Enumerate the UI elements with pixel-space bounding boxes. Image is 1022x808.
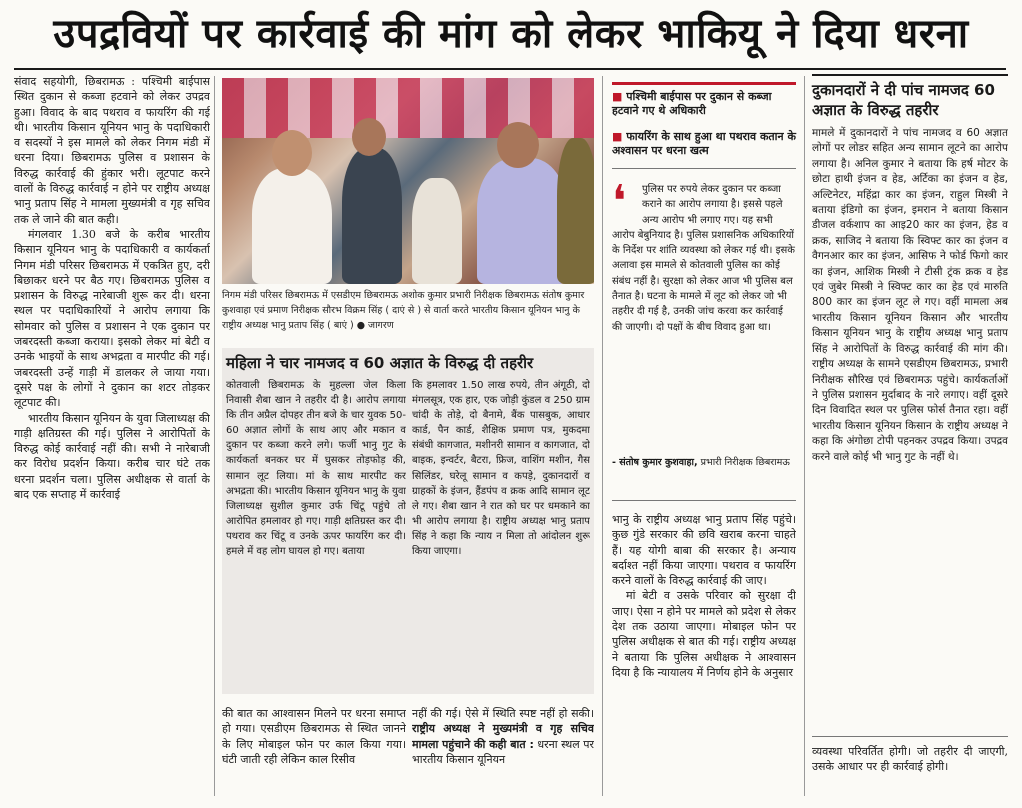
photo-head-3 bbox=[497, 122, 539, 168]
bullet-dot-icon: ■ bbox=[612, 90, 623, 103]
side-article-body: मामले में दुकानदारों ने पांच नामजद व 60 अज्ञात लोगों पर लोडर सहित अन्य सामान लूटने का आरोप लगाया है। अनिल कुमार ने बताया कि हर्ष मोटर के छोटा हाथी इंजन व हेड, अर्टिका का इंजन व हेड, अल्टिनेटर, महिंद्रा कार का इंजन, राहुल मिस्त्री ने बताया इंडिगो का इंजन, इमरान ने बताया किसान डीजल वर्कशाप का आइ20 कार का इंजन, हेड व क्रक, साजिद ने बताया कि स्विफ्ट कार का इंजन व वैगनआर कार का इंजन, आसिफ ने फोर्ड फिगो कार का इंजन, आशिक मिस्त्री ने टीसी ट्रंक क्रक व हेड एवं जुबेर मिस्त्री ने स्विफ्ट कार का हेड एवं मारुति 800 कार का इंजन लूट ले गए। वहीं मामला अब भारतीय किसान यूनियन किसान और भारतीय किसान यूनियन भानु के राष्ट्रीय अध्यक्ष भानु प्रताप सिंह ने आरोपितों के विरुद्ध कार्रवाई की मांग की। राष्ट्रीय अध्यक्ष के सामने एसडीएम छिबरामऊ, प्रभारी निरीक्षक सौरिख एवं छिबरामऊ पहुंचे। कार्यकर्ताओं ने पुलिस प्रशासन मुर्दाबाद के नारे लगाए। वहीं दूसरे दिन विवादित स्थल पर पुलिस फोर्स तैनात रहा। वहीं भारतीय किसान यूनियन किसान के राष्ट्रीय अध्यक्ष ने कहा कि अंगोछा टोपी पहनकर उपद्रव किया। उपद्रव करने वाले कोई भी भानु गुट के नहीं थे। bbox=[812, 127, 1008, 463]
column-divider-3 bbox=[804, 76, 805, 796]
quote-mark-icon: ❛ bbox=[612, 176, 627, 227]
quote-bottom-rule bbox=[612, 500, 796, 501]
box-column-a: कोतवाली छिबरामऊ के मुहल्ला जेल किला निवासी शैबा खान ने तहरीर दी है। आरोप लगाया कि तीन अप्रैल दोपहर तीन बजे के चार युवक 50-60 अज्ञात लोगों के साथ आए और मकान व दुकान पर कब्जा करने लगे। फर्जी भानु गुट के कार्यकर्ता बनकर घर में घुसकर तोड़फोड़ की, सामान लूट लिया। मां के साथ मारपीट कर अभद्रता की। भारतीय किसान यूनियन भानु के युवा जिलाध्यक्ष सुशील कुमार उर्फ चिंटू पहुंचे तो आरोपित हमलावर हो गए। गाड़ी क्षतिग्रस्त कर दी। पथराव कर चिंटू व उनके ऊपर फायरिंग कर दी। हमले में वह लोग घायल हो गए। बताया bbox=[226, 380, 406, 558]
article-intro: संवाद सहयोगी, छिबरामऊ : पश्चिमी बाईपास स्थित दुकान से कब्जा हटवाने को लेकर उपद्रव हुआ। विवाद के बाद पथराव व फायरिंग की गई थी। भारतीय किसान यूनियन भानु के पदाधिकारी व सदस्यों ने इस मामले को लेकर निगम मंडी में धरना दिया। छिबरामऊ पुलिस व प्रशासन के विरुद्ध कार्रवाई की हुंकार भरी। लूटपाट करने वालों के विरुद्ध कार्रवाई न होने पर राष्ट्रीय अध्यक्ष भानु प्रताप सिंह ने मामला मुख्यमंत्री व गृह सचिव तक ले जाने की बात कही। bbox=[14, 75, 210, 226]
photo-person-1 bbox=[252, 168, 332, 284]
column-divider-2 bbox=[602, 76, 603, 796]
col3-paragraph-1: भानु के राष्ट्रीय अध्यक्ष भानु प्रताप सिंह पहुंचे। कुछ गुंडे सरकार की छवि खराब करना चाहते हैं। यह योगी बाबा की सरकार है। अन्याय बर्दाश्त नहीं किया जाएगा। पथराव व फायरिंग करने वालों के विरुद्ध कार्रवाई की जाए। bbox=[612, 513, 796, 588]
quote-text: पुलिस पर रुपये लेकर दुकान पर कब्जा कराने का आरोप लगाया है। इससे पहले अन्य आरोप भी लगाए गए। यह सभी आरोप बेबुनियाद है। पुलिस प्रशासनिक अधिकारियों के निर्देश पर शांति व्यवस्था को लेकर गई थी। इसके अलावा इस मामले से कोतवाली पुलिस का कोई संबंध नहीं है। सुरक्षा को लेकर आज भी पुलिस बल तैनात है। घटना के मामले में लूट को लेकर जो भी तहरीर दी गई है, उनकी जांच करवा कर कार्रवाई की जाएगी। दो पक्षों के बीच विवाद हुआ था। bbox=[612, 184, 795, 333]
article-paragraph-3: भारतीय किसान यूनियन के युवा जिलाध्यक्ष की गाड़ी क्षतिग्रस्त की गई। पुलिस ने आरोपितों के विरुद्ध कोई कार्रवाई नहीं की। सभी ने नारेबाजी कर विरोध प्रदर्शन किया। करीब चार घंटे तक धरना प्रदर्शन चला। पुलिस अधीक्षक से वार्ता के बाद एक सप्ताह में कार्रवाई bbox=[14, 411, 210, 502]
photo-person-3 bbox=[477, 158, 567, 284]
article-paragraph-2: मंगलवार 1.30 बजे के करीब भारतीय किसान यूनियन भानु के पदाधिकारी व कार्यकर्ता निगम मंडी परिसर छिबरामऊ में एकत्रित हुए, दरी बिछाकर धरने पर बैठ गए। छिबरामऊ पुलिस व प्रशासन के विरुद्ध नारेबाजी शुरू कर दी। धरना स्थल पर पदाधिकारियों ने आरोप लगाया कि सोमवार को पुलिस व प्रशासन ने एक दुकान पर जबरदस्ती कब्जा कराया। इसको लेकर मां बेटी व उनके भाइयों के साथ अभद्रता व मारपीट की गई। जबरदस्ती उन्हें गाड़ी में डालकर ले जाया गया। दूसरे पक्ष के लोगों ने दुकान का शटर तोड़कर लूटपाट की। bbox=[14, 227, 210, 410]
photo-person-5 bbox=[412, 178, 462, 284]
quote-author-role: प्रभारी निरीक्षक छिबरामऊ bbox=[700, 457, 790, 468]
highlight-bullet-2 bbox=[612, 130, 796, 158]
column-divider-1 bbox=[214, 76, 215, 796]
news-photo bbox=[222, 78, 594, 284]
article-column-3 bbox=[612, 512, 796, 806]
sidebar-box-article bbox=[222, 348, 594, 694]
article-column-1 bbox=[14, 74, 210, 804]
quote-author: - संतोष कुमार कुशवाहा, bbox=[612, 457, 698, 468]
photo-person-4 bbox=[557, 138, 594, 284]
bullet-dot-icon: ■ bbox=[612, 130, 623, 143]
bullets-bottom-rule bbox=[612, 168, 796, 169]
photo-person-2 bbox=[342, 148, 402, 284]
photo-tent-canopy bbox=[222, 78, 594, 138]
quote-attribution bbox=[612, 456, 796, 470]
side-article-title: दुकानदारों ने दी पांच नामजद 60 अज्ञात के विरुद्ध तहरीर bbox=[812, 81, 995, 119]
photo-head-2 bbox=[352, 118, 386, 156]
bullets-top-rule bbox=[612, 82, 796, 85]
bullet-text: फायरिंग के साथ हुआ था पथराव कतान के अश्वासन पर धरना खत्म bbox=[612, 130, 796, 157]
officer-quote bbox=[612, 176, 796, 442]
bottom-col2-text-b: धरना स्थल पर भारतीय किसान यूनियन bbox=[412, 737, 594, 766]
photo-caption: निगम मंडी परिसर छिबरामऊ में एसडीएम छिबरामऊ अशोक कुमार प्रभारी निरीक्षक छिबरामऊ संतोष कुमार कुशवाहा एवं प्रमाण निरीक्षक सौरभ विक्रम सिंह ( दाएं से ) से वार्ता करते भारतीय किसान यूनियन भानु के राष्ट्रीय अध्यक्ष भानु प्रताप सिंह ( बाएं ) ● जागरण bbox=[222, 290, 585, 331]
headline: उपद्रवियों पर कार्रवाई की मांग को लेकर भाकियू ने दिया धरना bbox=[53, 11, 969, 57]
side-divider bbox=[812, 736, 1008, 737]
side-top-rule bbox=[812, 74, 1008, 76]
bottom-col2-text-a: नहीं की गई। ऐसे में स्थिति स्पष्ट नहीं हो सकी। bbox=[412, 707, 594, 720]
bottom-column-2 bbox=[412, 706, 594, 806]
side-article-continuation: व्यवस्था परिवर्तित होगी। जो तहरीर दी जाएगी, उसके आधार पर ही कार्रवाई होगी। bbox=[812, 745, 1008, 774]
box-title: महिला ने चार नामजद व 60 अज्ञात के विरुद्ध दी तहरीर bbox=[226, 354, 534, 372]
highlight-bullet-1 bbox=[612, 90, 796, 118]
bottom-col2-subhead: राष्ट्रीय अध्यक्ष ने मुख्यमंत्री व गृह सचिव मामला पहुंचाने की कही बात : bbox=[412, 722, 594, 751]
photo-head-1 bbox=[272, 130, 312, 176]
headline-rule bbox=[14, 68, 1006, 70]
bullet-text: पश्चिमी बाईपास पर दुकान से कब्जा हटवाने गए थे अधिकारी bbox=[612, 90, 772, 117]
box-column-b: कि हमलावर 1.50 लाख रुपये, तीन अंगूठी, दो मंगलसूत्र, एक हार, एक जोड़ी कुंडल व 250 ग्राम चांदी के तोड़े, दो बैनामे, बैंक पासबुक, आधार कार्ड, पैन कार्ड, शैक्षिक प्रमाण पत्र, मुकदमा संबंधी कागजात, मशीनरी सामान व कागजात, दो बाइक, इन्वर्टर, बैटरा, फ्रिज, वाशिंग मशीन, गैस सिलिंडर, घरेलू सामान व कपड़े, दुकानदारों व ग्राहकों के इंजन, हैंडपंप व क्रक आदि सामान लूट ले गए। शैबा खान ने रात को घर पर धमकाने का भी आरोप लगाया है। राष्ट्रीय अध्यक्ष भानु प्रताप सिंह ने कहा कि न्याय न मिला तो आंदोलन शुरू किया जाएगा। bbox=[412, 380, 590, 558]
col3-paragraph-2: मां बेटी व उसके परिवार को सुरक्षा दी जाए। ऐसा न होने पर मामले को प्रदेश से लेकर देश तक उठाया जाएगा। मोबाइल फोन पर पुलिस अधीक्षक से बात की गई। राष्ट्रीय अध्यक्ष ने बताया कि पुलिस अधीक्षक ने आश्वासन दिया है कि न्यायालय में निर्णय होने के अनुसार bbox=[612, 589, 796, 679]
bottom-column-1: की बात का आश्वासन मिलने पर धरना समाप्त हो गया। एसडीएम छिबरामऊ से स्थित जानने के लिए मोबाइल फोन पर काल किया गया। घंटी जाती रही लेकिन काल रिसीव bbox=[222, 707, 406, 766]
